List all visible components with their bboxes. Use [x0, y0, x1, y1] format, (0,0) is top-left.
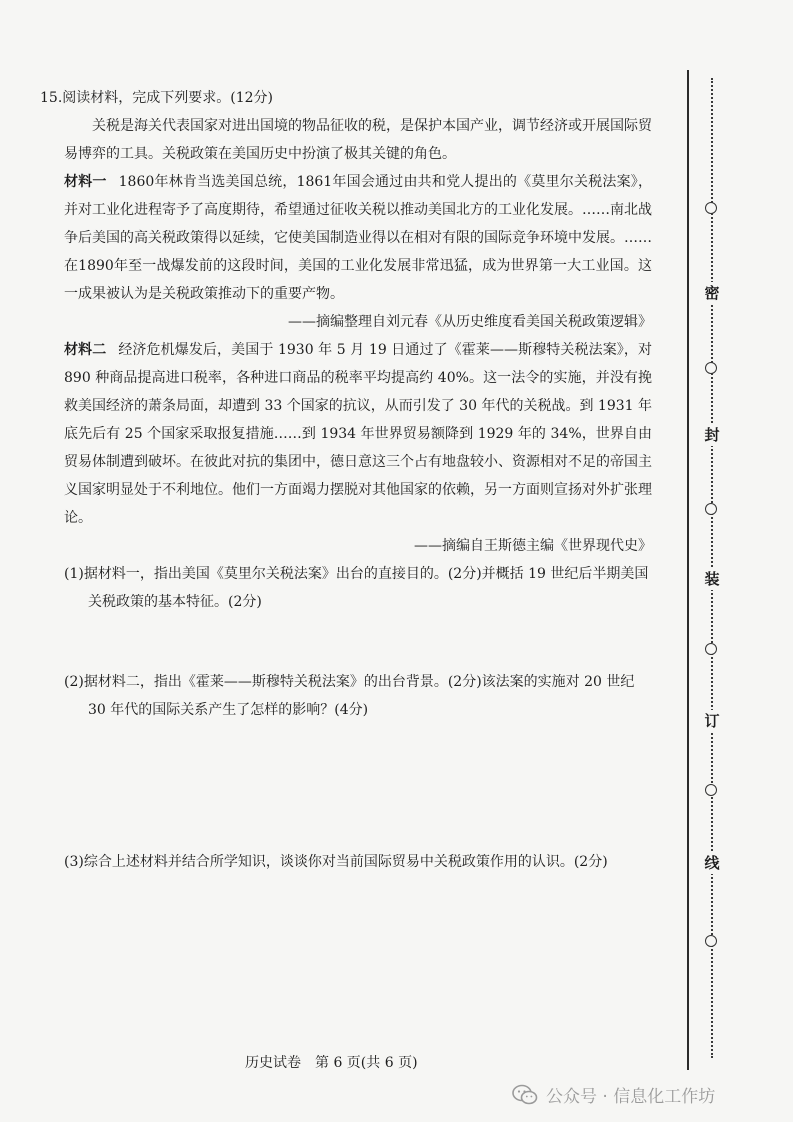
watermark [512, 1082, 715, 1107]
binding-ring-icon [705, 643, 717, 655]
material-one [40, 168, 652, 308]
binding-border-line [687, 70, 689, 1070]
material-one-label: 材料一 [64, 174, 107, 190]
wechat-icon [512, 1084, 538, 1106]
material-two-source: ——摘编自王斯德主编《世界现代史》 [414, 538, 652, 554]
binding-ring-icon [705, 202, 717, 214]
binding-ring-icon [705, 362, 717, 374]
material-two-text: 经济危机爆发后，美国于 1930 年 5 月 19 日通过了《霍莱——斯穆特关税法案》，对 890 种商品提高进口税率，各种进口商品的税率平均提高约 40%。这一法令的实施，并没有挽救美国经济的萧条局面，却遭到 33 个国家的抗议，从而引发了 30 年代的关税战。到 1931 年底先后有 25 个国家采取报复措施……到 1934 年世界贸易额降到 1929 年的 34%，世界自由贸易体制遭到破坏。在彼此对抗的集团中，德日意这三个占有地盘较小、资源相对不足的帝国主义国家明显处于不利地位。他们一方面竭力摆脱对其他国家的依赖，另一方面则宣扬对外扩张理论。 [64, 342, 652, 526]
sub-question-1: (1)据材料一，指出美国《莫里尔关税法案》出台的直接目的。(2分)并概括 19 世纪后半期美国关税政策的基本特征。(2分) [64, 566, 649, 610]
binding-ring-icon [705, 935, 717, 947]
binding-char-zhuang: 装 [700, 568, 724, 590]
material-two [40, 336, 652, 532]
binding-char-feng: 封 [700, 424, 724, 446]
question-block [40, 84, 652, 876]
sub-question-3: (3)综合上述材料并结合所学知识，谈谈你对当前国际贸易中关税政策作用的认识。(2分) [64, 854, 608, 870]
binding-char-xian: 线 [700, 852, 724, 874]
page-footer: 历史试卷 第 6 页(共 6 页) [245, 1055, 418, 1071]
sub-question-2: (2)据材料二，指出《霍莱——斯穆特关税法案》的出台背景。(2分)该法案的实施对 20 世纪 30 年代的国际关系产生了怎样的影响？(4分) [64, 674, 635, 718]
material-one-source: ——摘编整理自刘元春《从历史维度看美国关税政策逻辑》 [288, 314, 652, 330]
binding-char-ding: 订 [700, 710, 724, 732]
watermark-text: 公众号 · 信息化工作坊 [546, 1087, 716, 1107]
material-one-text: 1860年林肯当选美国总统，1861年国会通过由共和党人提出的《莫里尔关税法案》，并对工业化进程寄予了高度期待，希望通过征收关税以推动美国北方的工业化发展。……南北战争后美国的高关税政策得以延续，它使美国制造业得以在相对有限的国际竞争环境中发展。……在1890年至一战爆发前的这段时间，美国的工业化发展非常迅猛，成为世界第一大工业国。这一成果被认为是关税政策推动下的重要产物。 [64, 174, 653, 302]
question-intro: 关税是海关代表国家对进出国境的物品征收的税，是保护本国产业，调节经济或开展国际贸易博弈的工具。关税政策在美国历史中扮演了极其关键的角色。 [64, 118, 652, 162]
binding-char-mi: 密 [700, 282, 724, 304]
answer-space-1 [40, 616, 652, 668]
answer-space-2 [40, 724, 652, 848]
question-title: 15.阅读材料，完成下列要求。(12分) [40, 90, 274, 106]
material-two-label: 材料二 [64, 342, 107, 358]
binding-ring-icon [705, 503, 717, 515]
binding-ring-icon [705, 784, 717, 796]
